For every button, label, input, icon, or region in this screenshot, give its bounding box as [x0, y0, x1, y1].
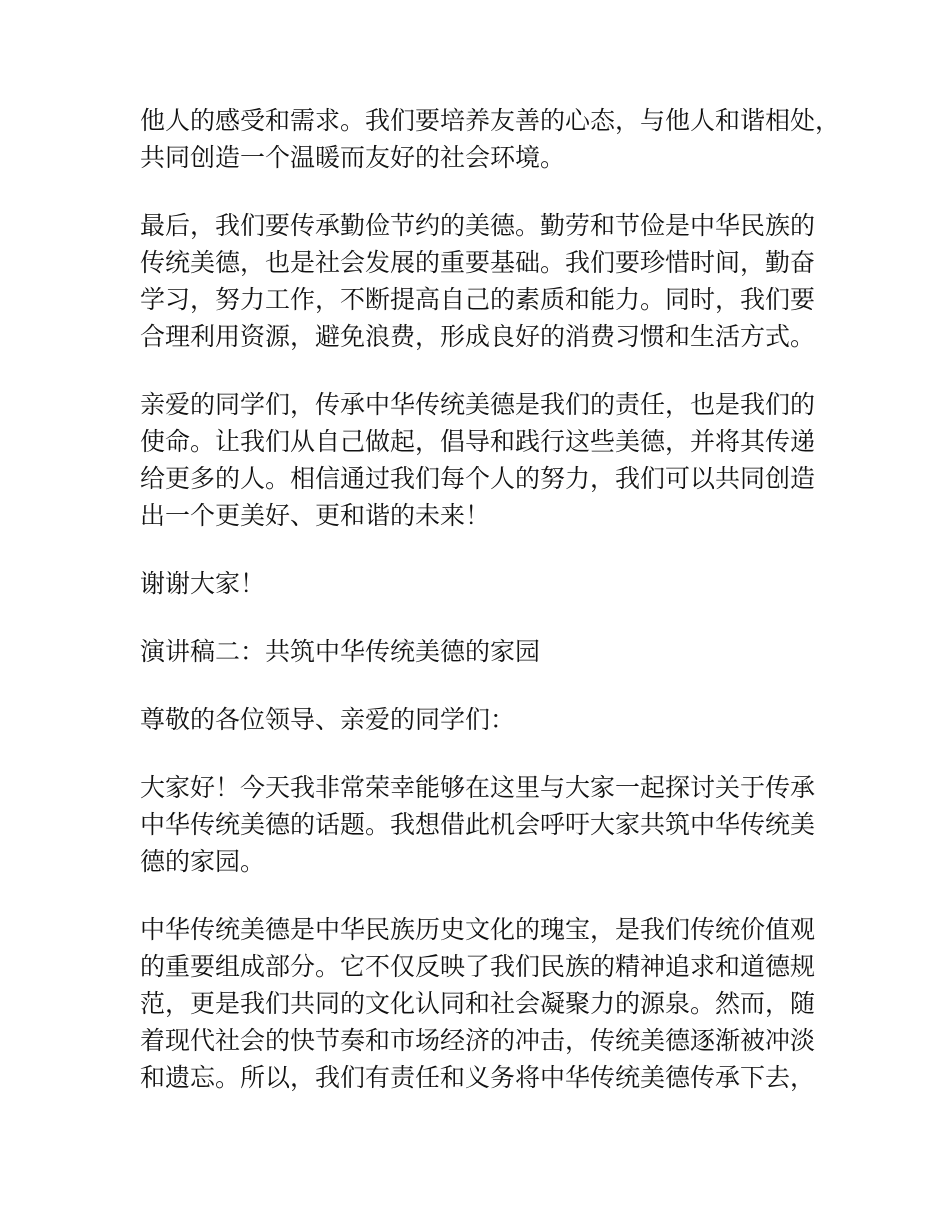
paragraph-salutation [140, 701, 840, 738]
paragraph-thanks [140, 565, 840, 602]
text-line: 亲爱的同学们，传承中华传统美德是我们的责任，也是我们的 [140, 390, 816, 419]
text-line: 合理利用资源，避免浪费，形成良好的消费习惯和生活方式。 [140, 322, 816, 351]
text-line: 共同创造一个温暖而友好的社会环境。 [140, 143, 566, 172]
text-line: 范，更是我们共同的文化认同和社会凝聚力的源泉。然而，随 [140, 989, 816, 1018]
text-line: 中华传统美德是中华民族历史文化的瑰宝，是我们传统价值观 [140, 915, 816, 944]
text-line: 他人的感受和需求。我们要培养友善的心态，与他人和谐相处， [140, 106, 841, 135]
text-line: 使命。让我们从自己做起，倡导和践行这些美德，并将其传递 [140, 427, 816, 456]
paragraph-frugality [140, 207, 840, 355]
text-line: 演讲稿二：共筑中华传统美德的家园 [140, 637, 541, 666]
text-line: 着现代社会的快节奏和市场经济的冲击，传统美德逐渐被冲淡 [140, 1026, 816, 1055]
text-line: 传统美德，也是社会发展的重要基础。我们要珍惜时间，勤奋 [140, 248, 816, 277]
text-line: 谢谢大家！ [140, 569, 266, 598]
text-line: 最后，我们要传承勤俭节约的美德。勤劳和节俭是中华民族的 [140, 211, 816, 240]
document-body [140, 102, 840, 1127]
text-line: 德的家园。 [140, 847, 266, 876]
text-line: 的重要组成部分。它不仅反映了我们民族的精神追求和道德规 [140, 952, 816, 981]
paragraph-virtue-importance [140, 911, 840, 1096]
text-line: 和遗忘。所以，我们有责任和义务将中华传统美德传承下去， [140, 1063, 816, 1092]
paragraph-empathy-ending [140, 102, 840, 176]
text-line: 出一个更美好、更和谐的未来！ [140, 501, 491, 530]
paragraph-greeting [140, 769, 840, 880]
text-line: 学习，努力工作，不断提高自己的素质和能力。同时，我们要 [140, 285, 816, 314]
text-line: 大家好！今天我非常荣幸能够在这里与大家一起探讨关于传承 [140, 773, 816, 802]
text-line: 给更多的人。相信通过我们每个人的努力，我们可以共同创造 [140, 464, 816, 493]
paragraph-closing-appeal [140, 386, 840, 534]
text-line: 尊敬的各位领导、亲爱的同学们： [140, 705, 516, 734]
text-line: 中华传统美德的话题。我想借此机会呼吁大家共筑中华传统美 [140, 810, 816, 839]
speech-two-title [140, 633, 840, 670]
